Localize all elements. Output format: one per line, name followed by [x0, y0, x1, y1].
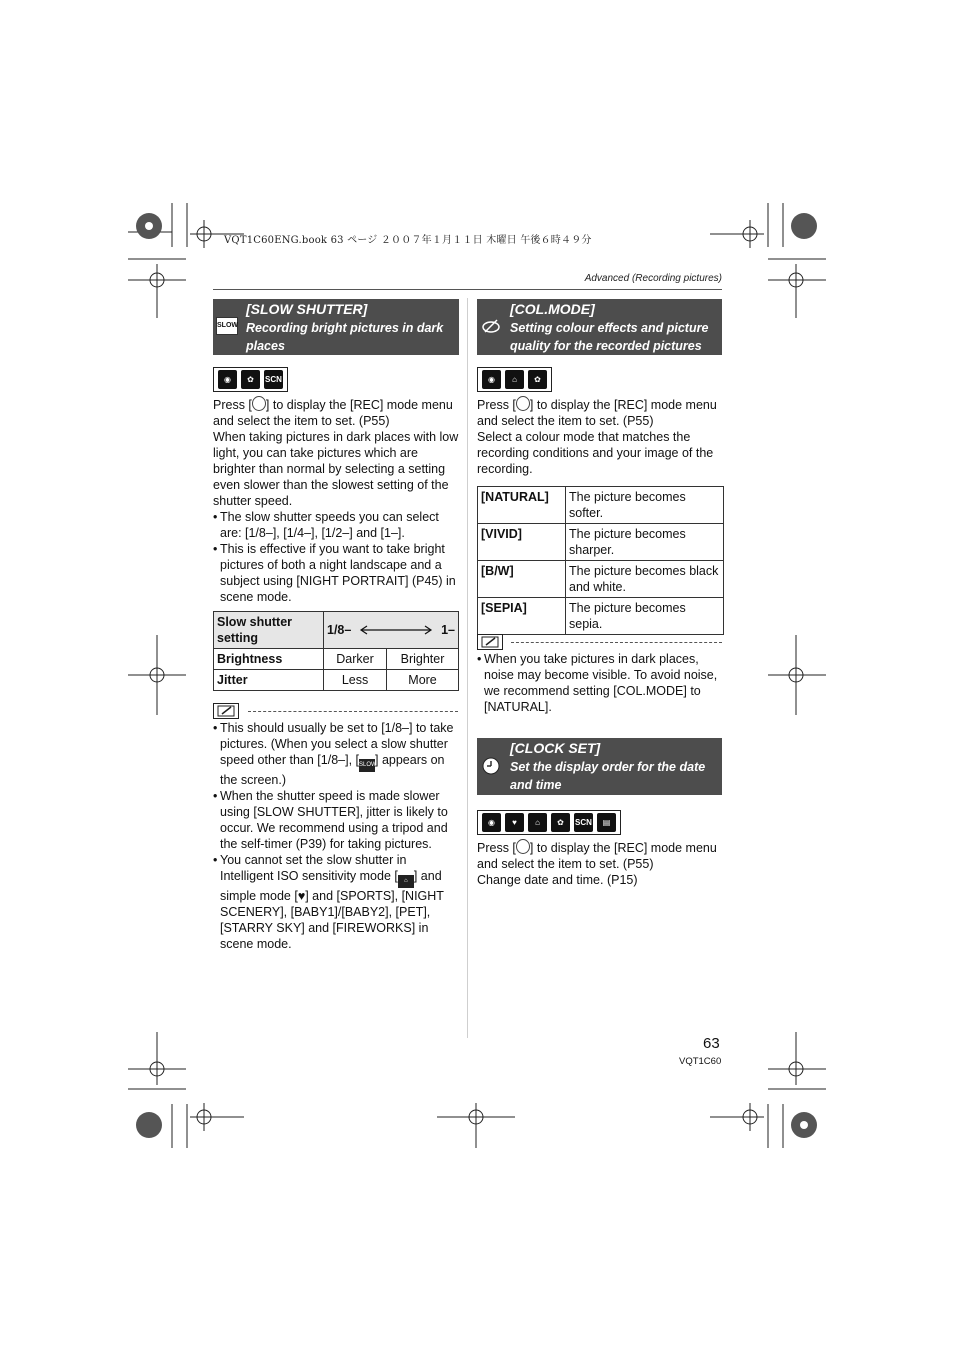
list-item: • You cannot set the slow shutter in Intelligent ISO sensitivity mode [ ⌂ ] and simple mode [♥] and [SPORTS], [NIGHT SCENERY], [BABY1]/[BABY2], [PET], [STARRY SKY] and [FIREWORKS] in scene mode.: [213, 852, 459, 952]
clock-set-title: [CLOCK SET]: [510, 740, 601, 756]
col-mode-body: Press [ ] to display the [REC] mode menu and select the item to set. (P55) Select a colour mode that matches the recording conditions and your image of the recording.: [477, 396, 723, 477]
table-cell: Less: [324, 670, 387, 691]
table-cell: Brightness: [214, 649, 324, 670]
col-mode-title: [COL.MODE]: [510, 301, 595, 317]
slow-shutter-description: When taking pictures in dark places with low light, you can take pictures which are brighter than normal by selecting a setting even slower than the slowest setting of the shutter speed.: [213, 430, 459, 508]
note-divider: [511, 642, 722, 643]
clock-set-header: [477, 738, 722, 795]
slow-shutter-subtitle: Recording bright pictures in dark places: [246, 321, 444, 353]
column-divider: [467, 298, 468, 1038]
color-mode-icon: [480, 317, 502, 335]
slow-shutter-table: [213, 611, 459, 691]
col-mode-table: [477, 486, 724, 635]
table-cell: Jitter: [214, 670, 324, 691]
clock-set-description: Change date and time. (P15): [477, 873, 638, 887]
macro-icon: ✿: [241, 370, 260, 389]
slow-shutter-modes: [213, 367, 288, 392]
table-cell: Darker: [324, 649, 387, 670]
col-mode-description: Select a colour mode that matches the recording conditions and your image of the recording.: [477, 430, 714, 476]
table-row: [SEPIA] The picture becomes sepia.: [478, 598, 724, 635]
slow-icon: SLOW: [216, 317, 238, 335]
clock-icon: [480, 756, 502, 774]
macro-icon: ✿: [528, 370, 547, 389]
table-cell: More: [387, 670, 459, 691]
scn-icon: SCN: [574, 813, 593, 832]
header-rule: [213, 289, 722, 290]
note-icon: [477, 634, 503, 650]
macro-icon: ✿: [551, 813, 570, 832]
note-icon: [213, 703, 239, 719]
menu-set-icon: [516, 396, 530, 411]
slow-shutter-body: Press [ ] to display the [REC] mode menu and select the item to set. (P55) When taking pictures in dark places with low light, you can take pictures which are brighter than normal by selecting a setting even slower than the slowest setting of the shutter speed. • The slow shutter speeds you can select are: [1/8–], [1/4–], [1/2–] and [1–]. • This is effective if you want to take bright pictures of both a night landscape and a subject using [NIGHT PORTRAIT] (P45) in scene mode.: [213, 396, 459, 605]
iso-icon: ⌂: [398, 875, 414, 888]
col-mode-modes: [477, 367, 552, 392]
print-header: VQT1C60ENG.book 63 ページ ２００７年１月１１日 木曜日 午後６時４９分: [224, 235, 592, 246]
slow-icon: SLOW: [359, 759, 375, 772]
table-row: [NATURAL] The picture becomes softer.: [478, 487, 724, 524]
table-cell: Brighter: [387, 649, 459, 670]
shutter-range: 1/8– 1–: [324, 612, 459, 649]
list-item: • When the shutter speed is made slower using [SLOW SHUTTER], jitter is likely to occur. We recommend using a tripod and the self-timer (P39) for taking pictures.: [213, 788, 459, 852]
clock-set-modes: [477, 810, 621, 835]
heart-icon: ♥: [297, 889, 306, 903]
heart-icon: ♥: [505, 813, 524, 832]
camera-icon: ◉: [218, 370, 237, 389]
double-arrow-icon: [359, 625, 433, 635]
slow-shutter-header: [213, 299, 459, 355]
camera-icon: ◉: [482, 813, 501, 832]
menu-set-icon: [252, 396, 266, 411]
iso-icon: ⌂: [528, 813, 547, 832]
model-code: VQT1C60: [679, 1056, 722, 1067]
scn-icon: SCN: [264, 370, 283, 389]
page-number: 63: [703, 1035, 720, 1052]
list-item: • This is effective if you want to take bright pictures of both a night landscape and a subject using [NIGHT PORTRAIT] (P45) in scene mode.: [213, 541, 459, 605]
clock-set-subtitle: Set the display order for the date and time: [510, 760, 706, 792]
iso-icon: ⌂: [505, 370, 524, 389]
col-mode-subtitle: Setting colour effects and picture quality for the recorded pictures: [510, 321, 709, 353]
slow-shutter-title: [SLOW SHUTTER]: [246, 301, 368, 317]
table-cell: Slow shutter setting: [214, 612, 324, 649]
list-item: • This should usually be set to [1/8–] to take pictures. (When you select a slow shutter speed other than [1/8–], [SLOW] appears on the screen.): [213, 720, 459, 788]
list-item: • When you take pictures in dark places, noise may become visible. To avoid noise, we recommend setting [COL.MODE] to [NATURAL].: [477, 651, 723, 715]
clock-set-body: Press [ ] to display the [REC] mode menu and select the item to set. (P55) Change date and time. (P15): [477, 839, 723, 888]
table-row: [B/W] The picture becomes black and white.: [478, 561, 724, 598]
col-mode-note: [477, 651, 723, 715]
film-icon: ▤: [597, 813, 616, 832]
list-item: • The slow shutter speeds you can select are: [1/8–], [1/4–], [1/2–] and [1–].: [213, 509, 459, 541]
running-head: Advanced (Recording pictures): [584, 273, 722, 284]
slow-shutter-notes: [213, 720, 459, 952]
menu-set-icon: [516, 839, 530, 854]
col-mode-header: [477, 299, 722, 355]
note-divider: [248, 711, 458, 712]
camera-icon: ◉: [482, 370, 501, 389]
table-row: [VIVID] The picture becomes sharper.: [478, 524, 724, 561]
